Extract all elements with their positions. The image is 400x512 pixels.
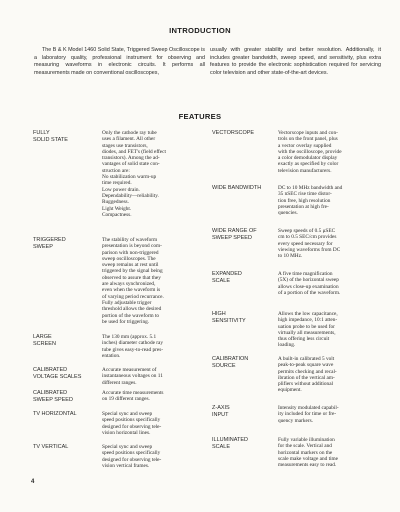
feature-description <box>102 334 198 359</box>
feature-description-line: Low power drain. <box>102 186 140 193</box>
feature-label <box>212 228 257 242</box>
feature-description-line: presentation is beyond com- <box>102 243 162 250</box>
feature-description-line: A built-in calibrated 5 volt <box>278 356 335 362</box>
feature-description-line: stages use transistors, <box>102 142 148 149</box>
feature-label-line: Z-AXIS <box>212 405 230 411</box>
feature-description-line: vantages of solid state con- <box>102 161 160 168</box>
feature-description-line: vision horizontal lines. <box>102 429 151 436</box>
feature-description-line: triggered by the signal being <box>102 268 163 275</box>
feature-label-line: VOLTAGE SCALES <box>33 374 82 381</box>
feature-description-line: Accurate measurement of <box>102 367 157 373</box>
feature-description-line: measurements easy to read. <box>278 462 337 469</box>
feature-description-line: quencies. <box>278 210 298 217</box>
feature-description-line: portion of the waveform to <box>102 312 160 319</box>
feature-label <box>212 271 242 285</box>
feature-description-line: A five time magnification <box>278 271 333 277</box>
feature-description-line: scale make voltage and time <box>278 455 339 462</box>
feature-description-line: parison with non-triggered <box>102 249 159 256</box>
feature-description-line: with the oscilloscope, provide <box>278 148 342 155</box>
feature-label <box>212 311 246 325</box>
feature-description-line: equipment. <box>278 387 302 394</box>
feature-label <box>212 405 230 419</box>
feature-description <box>278 130 374 174</box>
feature-description-line: Ruggedness. <box>102 199 129 206</box>
feature-label-line: SWEEP <box>33 244 53 251</box>
feature-description-line: to 10 MHz. <box>278 253 303 260</box>
feature-description-line: thus offering less circuit <box>278 336 330 343</box>
feature-description-line: inches) diameter cathode ray <box>102 340 164 347</box>
feature-label <box>33 411 77 418</box>
feature-description <box>278 271 374 296</box>
feature-description-line: quency markers. <box>278 417 314 424</box>
feature-description <box>278 185 374 216</box>
feature-label-line: SOLID STATE <box>33 137 68 144</box>
feature-description-line: Special sync and sweep <box>102 444 153 450</box>
feature-description-line: designed for observing tele- <box>102 456 162 463</box>
feature-description-line: Fully adjustable trigger <box>102 299 152 306</box>
feature-description-line: loading. <box>278 342 296 349</box>
feature-description <box>102 390 198 403</box>
feature-description <box>102 237 198 325</box>
feature-label-line: TV VERTICAL <box>33 444 69 450</box>
feature-label-line: EXPANDED <box>212 271 242 277</box>
feature-description-line: Special sync and sweep <box>102 411 153 417</box>
feature-label-line: FULLY <box>33 130 50 136</box>
feature-label-line: SENSITIVITY <box>212 318 246 325</box>
feature-description-line: entation. <box>102 352 121 359</box>
feature-label-line: ILLUMINATED <box>212 437 248 443</box>
feature-description-line: be used for triggering. <box>102 318 150 325</box>
feature-description-line: tube gives easy-to-read pres- <box>102 346 164 353</box>
feature-label-line: INPUT <box>212 412 229 419</box>
feature-label <box>212 130 254 137</box>
feature-label <box>212 437 248 451</box>
feature-description-line: Only the cathode ray tube <box>102 130 157 136</box>
feature-label-line: LARGE <box>33 334 52 340</box>
feature-label <box>212 185 261 192</box>
feature-label-line: SOURCE <box>212 363 236 370</box>
feature-description-line: Vectorscope inputs and con- <box>278 130 338 136</box>
feature-description-line: Allows the low capacitance, <box>278 311 338 317</box>
feature-label <box>33 444 68 451</box>
feature-description-line: speed positions specifically <box>102 450 161 457</box>
feature-description <box>278 356 374 394</box>
feature-description-line: virtually all measurements, <box>278 329 336 336</box>
features-heading: FEATURES <box>178 112 222 121</box>
feature-description-line: television manufacturers. <box>278 167 332 174</box>
feature-description-line: speed positions specifically <box>102 417 161 424</box>
feature-description-line: a color demodulator display <box>278 155 338 162</box>
feature-description-line: designed for observing tele- <box>102 423 162 430</box>
feature-description-line: The 130 mm (approx. 5.1 <box>102 334 157 340</box>
feature-label-line: WIDE RANGE OF <box>212 228 257 234</box>
feature-label <box>33 334 56 348</box>
feature-label <box>33 367 81 381</box>
feature-description <box>278 311 374 349</box>
feature-description <box>278 405 374 424</box>
feature-description-line: different ranges. <box>102 379 137 386</box>
feature-description <box>278 228 374 259</box>
feature-description-line: peak-to-peak square wave <box>278 362 334 369</box>
feature-description-line: 35 nSEC rise time distor- <box>278 191 332 198</box>
feature-label-line: CALIBRATION <box>212 356 249 362</box>
feature-description-line: plifiers without additional <box>278 381 334 388</box>
feature-description-line: tion free, high resolution <box>278 197 331 204</box>
feature-label-line: TV HORIZONTAL <box>33 411 77 417</box>
feature-description-line: exactly as specified by color <box>278 161 339 168</box>
feature-description-line: Dependability—reliability. <box>102 192 159 199</box>
feature-description-line: horizontal markers on the <box>278 449 333 456</box>
feature-description-line: ity included for time or fre- <box>278 411 337 418</box>
feature-description-line: trols on the front panel, plus <box>278 136 338 143</box>
feature-label-line: WIDE BANDWIDTH <box>212 185 262 191</box>
feature-description-line: vision vertical frames. <box>102 462 150 469</box>
feature-description-line: even when the waveform is <box>102 287 161 294</box>
feature-description-line: allows close-up examination <box>278 283 339 290</box>
intro-paragraph-right: usually with greater stability and better resolution. Additionally, it includes greater bandwidth, sweep speed, and sensitivity, plus extra features to provide the electronic sophistication required for servicing color television and other state-of-the-art devices. <box>210 47 381 76</box>
feature-description-line: Intensity modulated capabil- <box>278 405 339 411</box>
feature-label-line: TRIGGERED <box>33 237 66 243</box>
feature-label <box>33 130 68 144</box>
feature-description-line: Light Weight. <box>102 205 132 212</box>
feature-description-line: permits checking and recal- <box>278 368 337 375</box>
intro-paragraph-left: The B & K Model 1460 Solid State, Triggered Sweep Oscilloscope is a laboratory quality, professional instrument for observing and measuring waveforms in electronic circuits. It performs all measurements made on conventional oscilloscopes, <box>34 47 206 76</box>
feature-description-line: viewing waveforms from DC <box>278 246 341 253</box>
feature-label <box>212 356 248 370</box>
feature-description-line: high impedance, 10:1 atten- <box>278 317 338 324</box>
feature-description-line: uation probe to be used for <box>278 323 335 330</box>
feature-description-line: struction are: <box>102 167 130 174</box>
feature-description-line: sweep remains at rest until <box>102 262 159 269</box>
feature-description-line: The stability of waveform <box>102 237 158 243</box>
feature-description-line: DC to 10 MHz bandwidth and <box>278 185 343 191</box>
feature-label <box>33 390 73 404</box>
feature-description-line: sweep oscilloscopes. The <box>102 255 156 262</box>
feature-label-line: SCALE <box>212 444 231 451</box>
feature-description <box>278 437 374 468</box>
feature-description-line: uses a filament. All other <box>102 136 156 143</box>
feature-description <box>102 130 198 218</box>
feature-description <box>102 411 198 436</box>
feature-description-line: observed to assure that they <box>102 274 161 281</box>
feature-label-line: HIGH <box>212 311 226 317</box>
feature-label-line: SCREEN <box>33 341 56 348</box>
feature-description-line: ibration of the vertical am- <box>278 374 335 381</box>
feature-description-line: for the scale. Vertical and <box>278 443 332 450</box>
feature-description-line: of a portion of the waveform. <box>278 289 341 296</box>
feature-description <box>102 367 198 386</box>
feature-description-line: of varying period recurrance. <box>102 293 164 300</box>
feature-description-line: are always synchronized, <box>102 281 156 288</box>
feature-label-line: SWEEP SPEED <box>212 235 252 242</box>
feature-label-line: SCALE <box>212 278 231 285</box>
feature-description-line: cm to 0.5 SEC/cm provides <box>278 234 337 241</box>
feature-description-line: time required. <box>102 180 132 187</box>
feature-description-line: instantaneous voltages on 11 <box>102 373 163 380</box>
feature-label-line: CALIBRATED <box>33 390 68 396</box>
page-number: 4 <box>31 479 35 485</box>
feature-description-line: Fully variable illumination <box>278 437 335 443</box>
feature-description-line: No stabilization warm-up <box>102 174 157 181</box>
introduction-heading: INTRODUCTION <box>169 26 231 35</box>
feature-label-line: SWEEP SPEED <box>33 397 73 404</box>
feature-description-line: diodes, and FET's (field effect <box>102 148 166 155</box>
feature-description-line: transistors). Among the ad- <box>102 155 160 162</box>
feature-description-line: Compactness. <box>102 211 132 218</box>
feature-description <box>102 444 198 469</box>
feature-description-line: presentation at high fre- <box>278 203 329 210</box>
feature-label-line: VECTORSCOPE <box>212 130 255 136</box>
feature-description-line: on 19 different ranges. <box>102 396 150 403</box>
feature-description-line: Accurate time measurements <box>102 390 164 396</box>
feature-label-line: CALIBRATED <box>33 367 68 373</box>
feature-label <box>33 237 66 251</box>
feature-description-line: threshold allows the desired <box>102 306 162 313</box>
feature-description-line: (5X) of the horizontal sweep <box>278 277 339 284</box>
feature-description-line: Sweep speeds of 0.5 μSEC <box>278 228 336 234</box>
feature-description-line: every speed necessary for <box>278 240 333 247</box>
feature-description-line: a vector overlay supplied <box>278 142 332 149</box>
